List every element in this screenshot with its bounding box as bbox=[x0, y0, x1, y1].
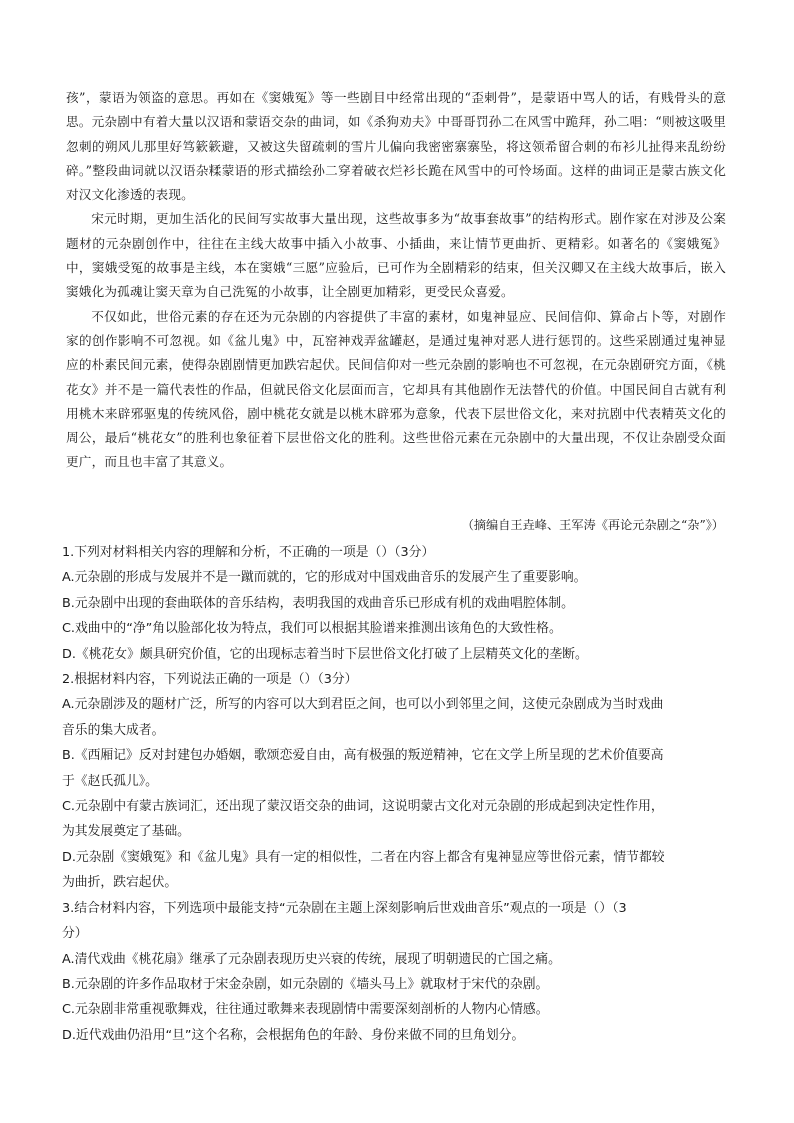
question-2-option-a-line-1: A.元杂剧涉及的题材广泛，所写的内容可以大到君臣之间，也可以小到邻里之间，这使元杂剧成为当时戏曲 bbox=[62, 697, 664, 713]
question-1-option-c: C.戏曲中的“净”角以脸部化妆为特点，我们可以根据其脸谱来推测出该角色的大致性格。 bbox=[62, 621, 562, 637]
question-1-option-b: B.元杂剧中出现的套曲联体的音乐结构，表明我国的戏曲音乐已形成有机的戏曲唱腔体制。 bbox=[62, 595, 574, 611]
passage-paragraph-3: 不仅如此，世俗元素的存在还为元杂剧的内容提供了丰富的素材，如鬼神显应、民间信仰、算命占卜等，对剧作家的创作影响不可忽视。如《盆儿鬼》中，瓦窑神戏弄盆罐赵，是通过鬼神对恶人进行惩罚的。这些采剧通过鬼神显应的朴素民间元素，使得杂剧剧情更加跌宕起伏。民间信仰对一些元杂剧的影响也不可忽视，在元杂剧研究方面，《桃花女》并不是一篇代表性的作品，但就民俗文化层面而言，它却具有其他剧作无法替代的价值。中国民间自古就有利用桃木来辟邪驱鬼的传统风俗，剧中桃花女就是以桃木辟邪为意象，代表下层世俗文化，来对抗剧中代表精英文化的周公，最后“桃花女”的胜利也象征着下层世俗文化的胜利。这些世俗元素在元杂剧中的大量出现，不仅让杂剧受众面更广，而且也丰富了其意义。 bbox=[66, 308, 726, 470]
passage-paragraph-1: 孩”，蒙语为领盗的意思。再如在《窦娥冤》等一些剧目中经常出现的“歪剌骨”，是蒙语中骂人的话，有贱骨头的意思。元杂剧中有着大量以汉语和蒙语交杂的曲词，如《杀狗劝夫》中哥哥罚孙二在风雪中跪拜，孙二唱：“则被这吸里忽刺的朔风儿那里好笃簌簌避，又被这失留疏刺的雪片儿偏向我密密寨寨坠，将这领希留合刺的布衫儿扯得来乱纷纷碎。”整段曲词就以汉语杂糅蒙语的形式描绘孙二穿着破衣烂衫长跪在风雪中的可怜场面。这样的曲词正是蒙古族文化对汉文化渗透的表现。 bbox=[66, 90, 726, 203]
question-2-stem: 2.根据材料内容，下列说法正确的一项是（）（3分） bbox=[62, 672, 358, 688]
question-section bbox=[62, 540, 730, 1048]
source-citation: （摘编自王垚峰、王军涛《再论元杂剧之“杂”》） bbox=[461, 518, 724, 532]
question-1-option-d: D.《桃花女》颇具研究价值，它的出现标志着当时下层世俗文化打破了上层精英文化的垄断。 bbox=[62, 646, 588, 662]
question-3-option-a: A.清代戏曲《桃花扇》继承了元杂剧表现历史兴衰的传统，展现了明朝遗民的亡国之痛。 bbox=[62, 951, 561, 967]
passage-paragraph-2: 宋元时期，更加生活化的民间写实故事大量出现，这些故事多为“故事套故事”的结构形式。剧作家在对涉及公案题材的元杂剧创作中，往往在主线大故事中插入小故事、小插曲，来让情节更曲折、更精彩。如著名的《窦娥冤》中，窦娥受冤的故事是主线，本在窦娥“三愿”应验后，已可作为全剧精彩的结束，但关汉卿又在主线大故事后，嵌入窦娥化为孤魂让窦天章为自己洗冤的小故事，让全剧更加精彩，更受民众喜爱。 bbox=[66, 211, 726, 300]
question-1-stem: 1.下列对材料相关内容的理解和分析，不正确的一项是（）（3分） bbox=[62, 545, 435, 560]
question-3-option-d: D.近代戏曲仍沿用“旦”这个名称，会根据角色的年龄、身份来做不同的旦角划分。 bbox=[62, 1027, 525, 1043]
question-2-option-d-line-2: 为曲折，跌宕起伏。 bbox=[62, 875, 178, 891]
question-3-option-c: C.元杂剧非常重视歌舞戏，往往通过歌舞来表现剧情中需要深刻剖析的人物内心情感。 bbox=[62, 1002, 549, 1018]
question-3-stem-line-2: 分） bbox=[62, 926, 88, 942]
question-1-option-a: A.元杂剧的形成与发展并不是一蹴而就的，它的形成对中国戏曲音乐的发展产生了重要影响。 bbox=[62, 570, 587, 586]
reading-passage bbox=[66, 86, 726, 475]
question-3-stem-line-1: 3.结合材料内容，下列选项中最能支持“元杂剧在主题上深刻影响后世戏曲音乐”观点的一项是（）（3 bbox=[62, 900, 627, 916]
question-2-option-b-line-2: 于《赵氏孤儿》。 bbox=[62, 773, 158, 789]
question-3-option-b: B.元杂剧的许多作品取材于宋金杂剧，如元杂剧的《墙头马上》就取材于宋代的杂剧。 bbox=[62, 976, 549, 992]
question-2-option-c-line-1: C.元杂剧中有蒙古族词汇，还出现了蒙汉语交杂的曲词，这说明蒙古文化对元杂剧的形成起到决定性作用， bbox=[62, 799, 664, 815]
question-2-option-a-line-2: 音乐的集大成者。 bbox=[62, 722, 165, 738]
question-2-option-d-line-1: D.元杂剧《窦娥冤》和《盆儿鬼》具有一定的相似性，二者在内容上都含有鬼神显应等世俗元素，情节都较 bbox=[62, 849, 665, 865]
question-2-option-c-line-2: 为其发展奠定了基础。 bbox=[62, 824, 190, 840]
question-2-option-b-line-1: B.《西厢记》反对封建包办婚姻，歌颂恋爱自由，高有极强的叛逆精神，它在文学上所呈现的艺术价值要高 bbox=[62, 748, 664, 764]
